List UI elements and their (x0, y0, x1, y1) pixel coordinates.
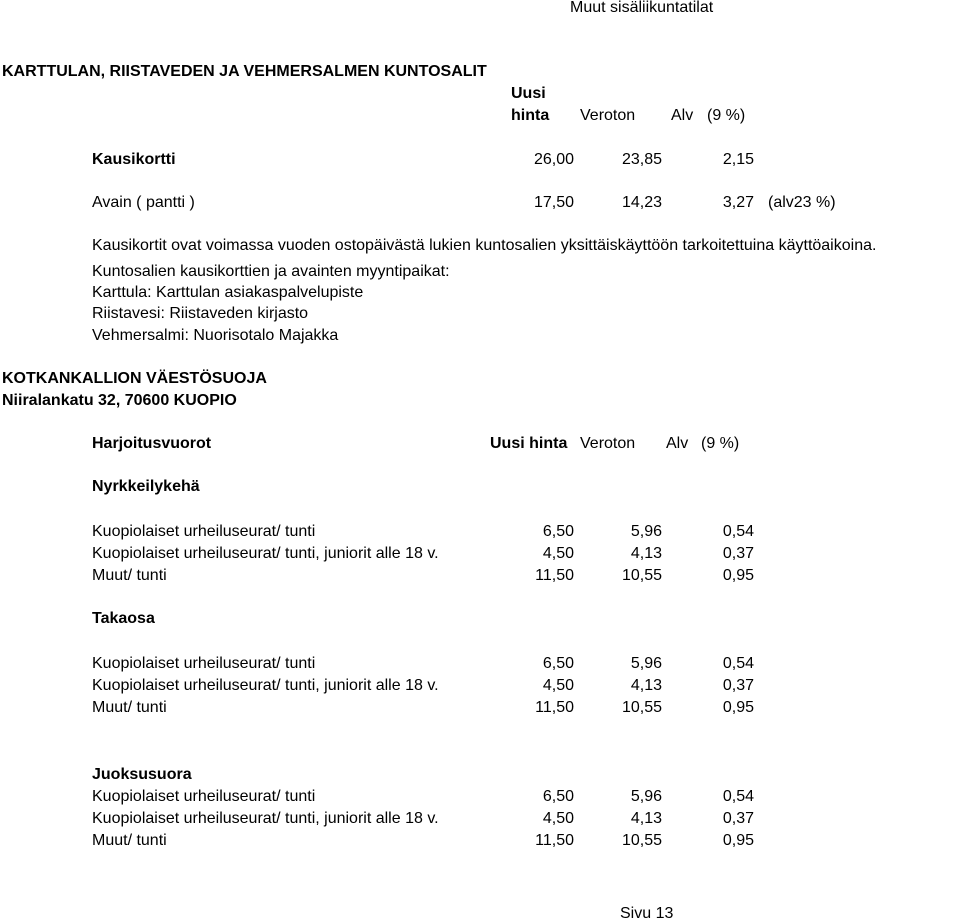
row-alv: 2,15 (722, 151, 754, 168)
row-alv: 3,27 (722, 194, 754, 211)
row-price: 11,50 (535, 832, 574, 849)
table-header-alv: Alv (666, 435, 689, 452)
row-note: (alv23 %) (768, 194, 836, 211)
row-alv: 0,95 (722, 699, 754, 716)
note-line: Riistavesi: Riistaveden kirjasto (92, 305, 309, 322)
col-alv-rate: (9 %) (707, 107, 746, 124)
group-title: Nyrkkeilykehä (92, 478, 200, 495)
row-price: 6,50 (542, 523, 574, 540)
group-title: Takaosa (92, 610, 155, 627)
section1-title: KARTTULAN, RIISTAVEDEN JA VEHMERSALMEN KUNTOSALIT (2, 63, 487, 80)
table-header-label: Harjoitusvuorot (92, 435, 212, 452)
note-line: Kuntosalien kausikorttien ja avainten myyntipaikat: (92, 263, 450, 280)
row-veroton: 14,23 (621, 194, 662, 211)
row-alv: 0,95 (722, 832, 754, 849)
row-veroton: 23,85 (621, 151, 662, 168)
row-label: Kuopiolaiset urheiluseurat/ tunti (92, 523, 316, 540)
row-price: 17,50 (533, 194, 574, 211)
row-alv: 0,37 (722, 810, 754, 827)
row-alv: 0,54 (722, 655, 754, 672)
row-label: Muut/ tunti (92, 832, 167, 849)
row-label: Muut/ tunti (92, 699, 167, 716)
row-price: 11,50 (535, 567, 574, 584)
row-price: 4,50 (542, 810, 574, 827)
note-line: Kausikortit ovat voimassa vuoden ostopäivästä lukien kuntosalien yksittäiskäyttöön tarkoitettuina käyttöaikoina. (92, 237, 877, 254)
row-alv: 0,95 (722, 567, 754, 584)
row-alv: 0,37 (722, 545, 754, 562)
row-veroton: 4,13 (630, 810, 662, 827)
col-uusi-line2: hinta (511, 107, 550, 124)
page-header-section: Muut sisäliikuntatilat (570, 0, 714, 16)
row-veroton: 5,96 (630, 655, 662, 672)
row-price: 4,50 (542, 677, 574, 694)
section2-title: KOTKANKALLION VÄESTÖSUOJA (2, 370, 267, 387)
col-veroton: Veroton (580, 107, 636, 124)
row-alv: 0,37 (722, 677, 754, 694)
row-alv: 0,54 (722, 788, 754, 805)
group-title: Juoksusuora (92, 766, 192, 783)
row-label: Kuopiolaiset urheiluseurat/ tunti (92, 655, 316, 672)
row-veroton: 5,96 (630, 523, 662, 540)
table-header-uusi-hinta: Uusi hinta (490, 435, 568, 452)
row-label: Kuopiolaiset urheiluseurat/ tunti, juniorit alle 18 v. (92, 545, 439, 562)
page-number: Sivu 13 (620, 905, 674, 922)
row-veroton: 4,13 (630, 677, 662, 694)
row-veroton: 10,55 (621, 567, 662, 584)
row-label: Muut/ tunti (92, 567, 167, 584)
row-price: 6,50 (542, 788, 574, 805)
row-alv: 0,54 (722, 523, 754, 540)
note-line: Karttula: Karttulan asiakaspalvelupiste (92, 284, 364, 301)
col-uusi-line1: Uusi (511, 85, 546, 102)
row-label: Kuopiolaiset urheiluseurat/ tunti, juniorit alle 18 v. (92, 810, 439, 827)
row-label: Avain ( pantti ) (92, 194, 195, 211)
table-header-veroton: Veroton (580, 435, 636, 452)
row-label: Kuopiolaiset urheiluseurat/ tunti, juniorit alle 18 v. (92, 677, 439, 694)
col-alv: Alv (671, 107, 694, 124)
row-price: 6,50 (542, 655, 574, 672)
row-veroton: 10,55 (621, 699, 662, 716)
row-label: Kausikortti (92, 151, 176, 168)
table-header-alv-rate: (9 %) (701, 435, 740, 452)
note-line: Vehmersalmi: Nuorisotalo Majakka (92, 327, 339, 344)
row-price: 26,00 (533, 151, 574, 168)
section2-address: Niiralankatu 32, 70600 KUOPIO (2, 392, 237, 409)
row-price: 11,50 (535, 699, 574, 716)
row-veroton: 4,13 (630, 545, 662, 562)
row-veroton: 5,96 (630, 788, 662, 805)
row-veroton: 10,55 (621, 832, 662, 849)
row-price: 4,50 (542, 545, 574, 562)
row-label: Kuopiolaiset urheiluseurat/ tunti (92, 788, 316, 805)
